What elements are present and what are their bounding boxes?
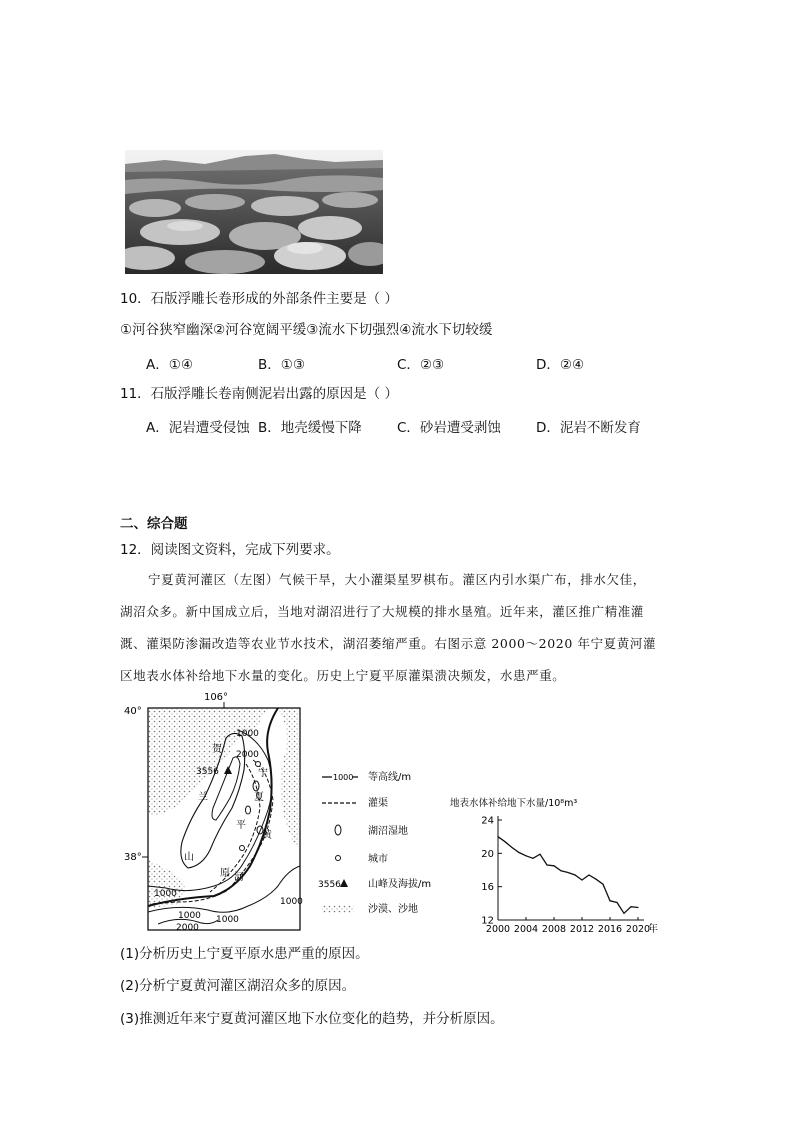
chart-series-line bbox=[498, 837, 638, 914]
chart-data-point bbox=[532, 858, 533, 859]
rock-relief-photo bbox=[125, 150, 383, 274]
lat-top-label: 40° bbox=[124, 706, 142, 717]
contour-label: 1000 bbox=[216, 915, 239, 925]
q10-option-d[interactable]: D．②④ bbox=[536, 357, 585, 373]
chart-axes bbox=[498, 816, 644, 920]
legend-lake-icon bbox=[335, 825, 341, 835]
q10-option-a[interactable]: A．①④ bbox=[146, 357, 193, 373]
chart-x-tick-label: 2020 bbox=[625, 924, 651, 935]
q10-option-c[interactable]: C．②③ bbox=[397, 357, 445, 373]
q11-stem: 11．石版浮雕长卷南侧泥岩出露的原因是（ ） bbox=[120, 386, 398, 402]
chart-data-point bbox=[588, 874, 589, 875]
chart-data-point bbox=[623, 913, 624, 914]
contour-label: 2000 bbox=[176, 923, 199, 933]
figure-area bbox=[118, 690, 678, 940]
place-char: 山 bbox=[184, 852, 194, 863]
q12-sub-question-1: (1)分析历史上宁夏平原水患严重的原因。 bbox=[120, 946, 369, 962]
chart-data-point bbox=[616, 902, 617, 903]
legend-city-icon bbox=[336, 856, 341, 861]
rock-relief-photo-drawing bbox=[125, 150, 383, 274]
q11-option-b[interactable]: B．地壳缓慢下降 bbox=[258, 420, 362, 436]
city-icon bbox=[240, 846, 245, 851]
place-char: 贺 bbox=[212, 744, 222, 755]
contour-label: 1000 bbox=[154, 889, 177, 899]
chart-data-point bbox=[602, 884, 603, 885]
q12-paragraph-line: 溉、灌渠防渗漏改造等农业节水技术，湖沼萎缩严重。右图示意 2000～2020 年宁夏黄河灌 bbox=[120, 636, 657, 651]
place-char: 兰 bbox=[198, 792, 208, 803]
chart-ticks bbox=[481, 816, 650, 936]
chart-x-tick-label: 2000 bbox=[485, 924, 511, 935]
groundwater-chart bbox=[450, 797, 658, 935]
chart-y-tick-label: 20 bbox=[481, 848, 494, 860]
chart-data-point bbox=[511, 847, 512, 848]
legend-contour-value: 1000 bbox=[333, 773, 354, 782]
chart-data-point bbox=[574, 874, 575, 875]
chart-data-point bbox=[595, 879, 596, 880]
chart-data-point bbox=[546, 864, 547, 865]
q10-stem: 10．石版浮雕长卷形成的外部条件主要是（ ） bbox=[120, 291, 398, 307]
chart-data-point bbox=[630, 906, 631, 907]
chart-data-point bbox=[581, 879, 582, 880]
chart-data-point bbox=[539, 854, 540, 855]
section-title: 二、综合题 bbox=[120, 516, 188, 532]
chart-data-point bbox=[609, 900, 610, 901]
q11-option-d[interactable]: D．泥岩不断发育 bbox=[536, 420, 641, 436]
chart-x-tick-label: 2016 bbox=[597, 924, 623, 935]
lon-label: 106° bbox=[203, 692, 229, 703]
chart-y-tick-label: 12 bbox=[481, 915, 494, 927]
q12-sub-question-2: (2)分析宁夏黄河灌区湖沼众多的原因。 bbox=[120, 978, 356, 994]
peak-label: 3556 bbox=[196, 767, 219, 777]
legend-peak-value: 3556 bbox=[318, 880, 341, 890]
chart-x-tick-label: 2012 bbox=[569, 924, 595, 935]
chart-y-tick-label: 16 bbox=[481, 882, 494, 894]
chart-data-point bbox=[518, 852, 519, 853]
q12-stem: 12．阅读图文资料，完成下列要求。 bbox=[120, 542, 340, 558]
q11-option-c[interactable]: C．砂岩遭受剥蚀 bbox=[397, 420, 501, 436]
chart-data-point bbox=[567, 872, 568, 873]
legend-label: 灌渠 bbox=[368, 798, 388, 809]
q12-sub-question-3: (3)推测近年来宁夏黄河灌区地下水位变化的趋势，并分析原因。 bbox=[120, 1011, 504, 1027]
chart-data-point bbox=[560, 870, 561, 871]
chart-xlabel: 年 bbox=[648, 924, 658, 935]
place-char: 原 bbox=[220, 868, 230, 879]
place-char: 黄 bbox=[262, 830, 272, 841]
q10-statements: ①河谷狭窄幽深②河谷宽阔平缓③流水下切强烈④流水下切较缓 bbox=[120, 322, 493, 338]
city-icon bbox=[256, 762, 261, 767]
chart-data-point bbox=[637, 907, 638, 908]
q12-paragraph-line: 区地表水体补给地下水量的变化。历史上宁夏平原灌渠溃决频发，水患严重。 bbox=[120, 668, 566, 683]
place-char: 平 bbox=[236, 820, 246, 831]
legend-label: 沙漠、沙地 bbox=[368, 904, 418, 915]
legend-label: 山峰及海拔/m bbox=[368, 879, 432, 890]
chart-x-tick-label: 2004 bbox=[513, 924, 539, 935]
legend-label: 等高线/m bbox=[368, 772, 412, 783]
legend-peak-icon bbox=[340, 879, 348, 887]
q12-paragraph-line: 宁夏黄河灌区（左图）气候干旱，大小灌渠星罗棋布。灌区内引水渠广布，排水欠佳， bbox=[148, 572, 646, 587]
legend-label: 湖沼湿地 bbox=[368, 826, 408, 837]
contour-label: 1000 bbox=[280, 897, 303, 907]
q12-paragraph-line: 湖沼众多。新中国成立后，当地对湖沼进行了大规模的排水垦殖。近年来，灌区推广精准灌 bbox=[120, 604, 645, 619]
chart-points bbox=[497, 836, 638, 914]
legend bbox=[318, 770, 431, 915]
place-char: 夏 bbox=[254, 792, 264, 803]
contour-label: 1000 bbox=[178, 911, 201, 921]
legend-label: 城市 bbox=[368, 854, 388, 865]
chart-data-point bbox=[497, 836, 498, 837]
place-char: 宁 bbox=[258, 768, 268, 779]
place-char: 河 bbox=[234, 872, 244, 883]
chart-y-tick-label: 24 bbox=[481, 815, 494, 827]
chart-data-point bbox=[504, 841, 505, 842]
contour-label: 2000 bbox=[236, 750, 259, 760]
legend-sand-symbol bbox=[322, 905, 354, 913]
map bbox=[124, 692, 303, 933]
lat-mid-label: 38° bbox=[124, 852, 142, 863]
q11-option-a[interactable]: A．泥岩遭受侵蚀 bbox=[146, 420, 250, 436]
chart-data-point bbox=[553, 865, 554, 866]
q12-paragraph bbox=[120, 564, 690, 692]
chart-data-point bbox=[525, 855, 526, 856]
contour-label: 1000 bbox=[236, 729, 259, 739]
q10-option-b[interactable]: B．①③ bbox=[258, 357, 305, 373]
chart-title: 地表水体补给地下水量/10⁸m³ bbox=[450, 798, 578, 809]
chart-x-tick-label: 2008 bbox=[541, 924, 567, 935]
